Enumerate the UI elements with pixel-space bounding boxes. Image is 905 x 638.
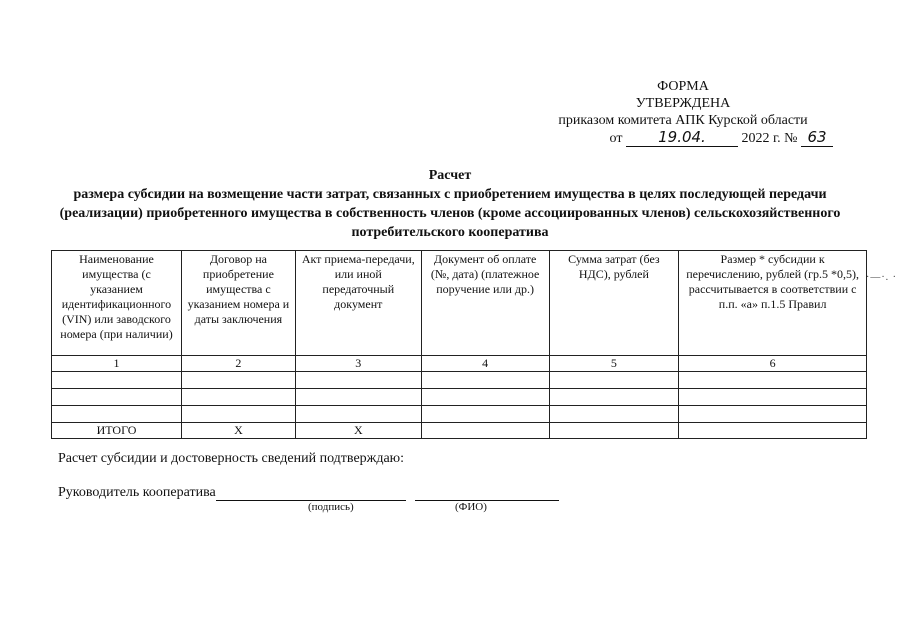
table-cell [421,406,549,423]
table-header-row [52,251,867,356]
name-line [415,486,559,501]
table-cell [679,389,867,406]
total-label: ИТОГО [52,423,182,439]
total-cell [421,423,549,439]
table-cell [52,372,182,389]
signature-caption: (подпись) [308,501,354,513]
table-cell [679,406,867,423]
column-number-row [52,356,867,372]
confirm-text: Расчет субсидии и достоверность сведений подтверждаю: [58,451,405,466]
table-cell [181,389,295,406]
table-cell [679,372,867,389]
column-number: 2 [181,356,295,372]
total-row [52,423,867,439]
signature-role: Руководитель кооператива [58,485,216,500]
approved-label: УТВЕРЖДЕНА [635,96,731,111]
table-cell [181,406,295,423]
table-row [52,372,867,389]
name-caption: (ФИО) [455,501,487,513]
table-cell [549,389,679,406]
title-heading: Расчет [428,168,472,183]
column-header: Договор на приобретение имущества с указанием номера и даты заключения [181,251,295,356]
column-header: Размер * субсидии к перечислению, рублей (гр.5 *0,5), рассчитывается в соответствии с п.п. «а» п.1.5 Правил [679,251,867,356]
table-cell [549,406,679,423]
column-header: Сумма затрат (без НДС), рублей [549,251,679,356]
table-cell [421,389,549,406]
column-header: Документ об оплате (№, дата) (платежное поручение или др.) [421,251,549,356]
date-prefix: от [609,131,623,146]
total-cell [549,423,679,439]
column-number: 1 [52,356,182,372]
approval-block [533,78,833,147]
table-cell [52,406,182,423]
table-cell [549,372,679,389]
form-label: ФОРМА [657,79,709,94]
margin-scribble: ·—·. · [866,272,897,283]
approval-date-line [533,129,833,147]
subsidy-table [51,250,867,439]
table-cell [295,389,421,406]
total-cell [679,423,867,439]
title-body: размера субсидии на возмещение части затрат, связанных с приобретением имущества в целях последующей передачи (реализации) приобретенного имущества в собственность членов (кроме ассоциированных членов) сельскохозяйственного потребительского кооператива [59,187,841,240]
signature-row [58,485,559,501]
column-number: 5 [549,356,679,372]
document-title [40,166,860,242]
table-row [52,406,867,423]
column-number: 3 [295,356,421,372]
year-text: 2022 г. № [741,131,798,146]
column-header: Акт приема-передачи, или иной передаточный документ [295,251,421,356]
order-text: приказом комитета АПК Курской области [558,113,808,128]
table-cell [295,406,421,423]
number-handwritten: 63 [801,129,833,147]
column-header: Наименование имущества (с указанием идентификационного (VIN) или заводского номера (при наличии) [52,251,182,356]
table-cell [181,372,295,389]
column-number: 6 [679,356,867,372]
column-number: 4 [421,356,549,372]
table-cell [295,372,421,389]
date-handwritten: 19.04. [626,129,738,147]
table-cell [421,372,549,389]
table-row [52,389,867,406]
signature-line [216,486,406,501]
table-cell [52,389,182,406]
total-cell: Х [295,423,421,439]
total-cell: Х [181,423,295,439]
